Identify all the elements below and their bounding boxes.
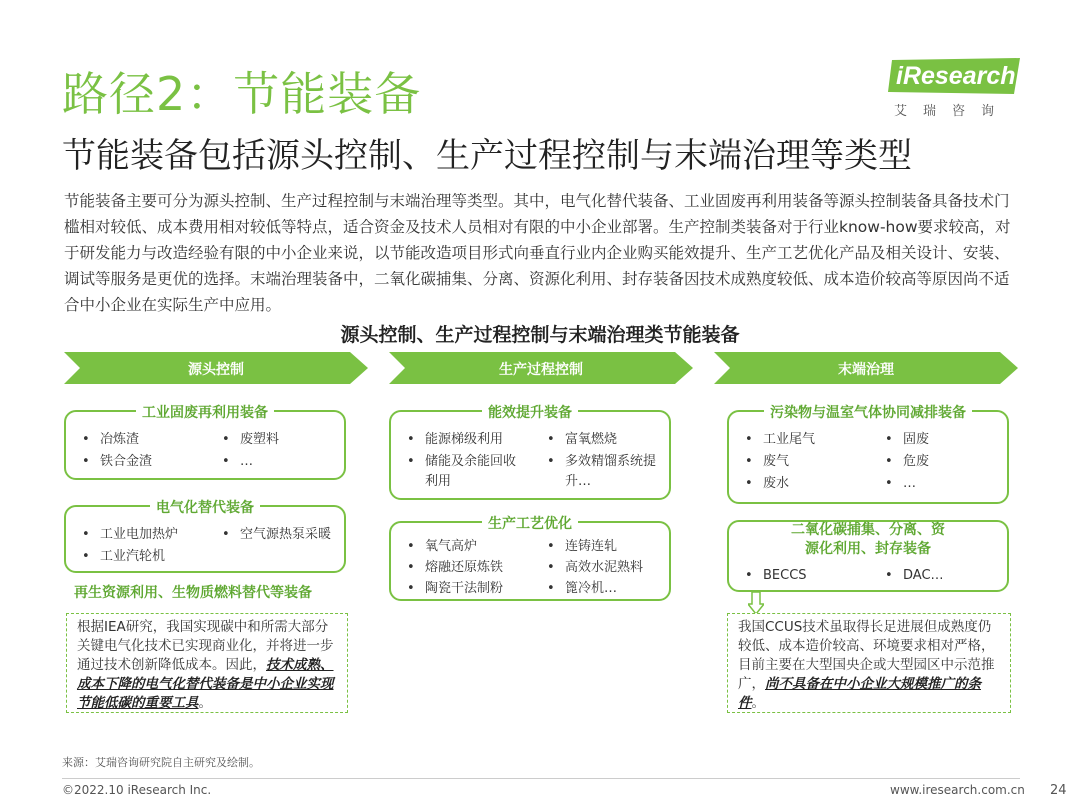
comment-text: 根据IEA研究，我国实现碳中和所需大部分关键电气化技术已实现商业化，并将进一步通过技术创新降低成本。因此，	[77, 619, 334, 673]
chevron-label: 生产过程控制	[499, 362, 583, 378]
list-item: • DAC…	[883, 566, 944, 586]
intro-paragraph: 节能装备主要可分为源头控制、生产过程控制与末端治理等类型。其中，电气化替代装备、工业固废再利用装备等源头控制装备具备技术门槛相对较低、成本费用相对较低等特点，适合资金及技术人员相对有限的中小企业部署。生产控制类装备对于行业know-how要求较高，对于研发能力与改造经验有限的中小企业来说，以节能改造项目形式向垂直行业内企业购买能效提升、生产工艺优化产品及相关设计、安装、调试等服务是更优的选择。末端治理装备中，二氧化碳捕集、分离、资源化利用、封存装备因技术成熟度较低、成本造价较高等原因尚不适合中小企业在实际生产中应用。	[64, 192, 1011, 314]
comment-electrification	[66, 613, 348, 713]
list-item: • 危废	[883, 452, 929, 472]
source-note: 来源：艾瑞咨询研究院自主研究及绘制。	[62, 756, 260, 769]
page-subtitle: 节能装备包括源头控制、生产过程控制与末端治理等类型	[62, 136, 912, 176]
box-title: 污染物与温室气体协同减排装备	[729, 402, 1007, 422]
page-number: 24	[1050, 783, 1067, 798]
footer-divider	[62, 778, 1020, 779]
box-title-line2: 源化利用、封存装备	[805, 541, 931, 557]
comment-emphasis: 尚不具备在中小企业大规模推广的条件	[738, 676, 981, 711]
list-item: • 废气	[743, 452, 789, 472]
box-energy-efficiency	[389, 405, 671, 500]
list-item: • 熔融还原炼铁	[405, 558, 503, 578]
box-process-optimization	[389, 516, 671, 601]
box-electrification-substitution	[64, 500, 346, 573]
iresearch-logo	[888, 58, 1028, 118]
list-item: • 工业电加热炉	[80, 525, 178, 545]
list-item: • 工业汽轮机	[80, 547, 165, 567]
list-item: • 富氧燃烧	[545, 430, 671, 450]
box-industrial-waste-reuse	[64, 405, 346, 480]
list-item: • …	[220, 452, 253, 472]
list-item: • 储能及余能回收利用	[405, 452, 517, 492]
comment-ccus	[727, 613, 1011, 713]
comment-end: 。	[751, 695, 765, 711]
comment-emphasis: 技术成熟、成本下降的电气化替代装备是中小企业实现节能低碳的重要工具	[77, 657, 334, 711]
copyright-text: ©2022.10 iResearch Inc.	[62, 783, 212, 797]
page-title: 路径2：节能装备	[62, 67, 422, 121]
list-item: • 空气源热泵采暖	[220, 525, 331, 545]
chevron-source-control	[64, 352, 368, 384]
box-pollutant-ghg-reduction	[727, 405, 1009, 504]
box-title: 生产工艺优化	[391, 513, 669, 533]
list-item: • 高效水泥熟料	[545, 558, 643, 578]
box-ccus-equipment	[727, 520, 1009, 592]
list-item: • 连铸连轧	[545, 537, 617, 557]
chevron-label: 末端治理	[838, 362, 894, 378]
logo-chinese-name: 艾瑞咨询	[894, 104, 1011, 119]
diagram-title: 源头控制、生产过程控制与末端治理类节能装备	[340, 324, 740, 346]
chevron-process-control	[389, 352, 693, 384]
renewable-resources-note: 再生资源利用、生物质燃料替代等装备	[74, 585, 312, 601]
list-item: • …	[883, 474, 916, 494]
comment-end: 。	[198, 695, 212, 711]
list-item: • 氧气高炉	[405, 537, 477, 557]
list-item: • 多效精馏系统提升…	[545, 452, 669, 492]
chevron-end-treatment	[714, 352, 1018, 384]
box-title: 电气化替代装备	[66, 497, 344, 517]
comment-text: 我国CCUS技术虽取得长足进展但成熟度仍较低、成本造价较高、环境要求相对严格，目前主要在大型国央企或大型园区中示范推广，	[738, 619, 995, 692]
list-item: • 陶瓷干法制粉	[405, 579, 503, 599]
website-link[interactable]: www.iresearch.com.cn	[890, 783, 1025, 797]
list-item: • 能源梯级利用	[405, 430, 531, 450]
list-item: • 铁合金渣	[80, 452, 152, 472]
list-item: • 固废	[883, 430, 929, 450]
list-item: • 废水	[743, 474, 789, 494]
box-title: 工业固废再利用装备	[66, 402, 344, 422]
chevron-label: 源头控制	[188, 362, 244, 378]
list-item: • 篦冷机…	[545, 579, 617, 599]
box-title: 二氧化碳捕集、分离、资	[729, 520, 1007, 540]
logo-wordmark: iResearch	[896, 62, 1016, 90]
box-title: 能效提升装备	[391, 402, 669, 422]
arrow-down-icon	[748, 592, 764, 614]
list-item: • BECCS	[743, 566, 807, 586]
list-item: • 废塑料	[220, 430, 279, 450]
list-item: • 冶炼渣	[80, 430, 139, 450]
list-item: • 工业尾气	[743, 430, 815, 450]
